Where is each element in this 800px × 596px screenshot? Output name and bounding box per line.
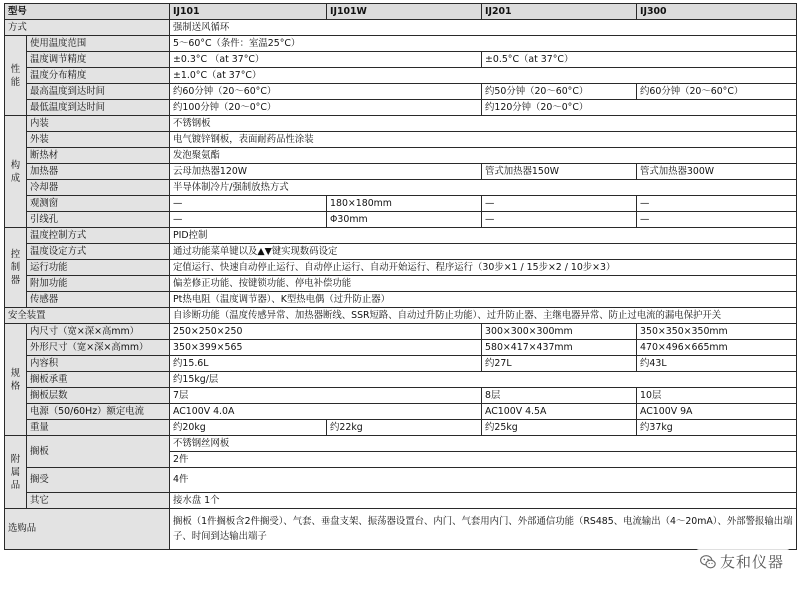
temp-setting-method-value: 通过功能菜单键以及▲▼键实现数码设定 [170, 244, 797, 260]
time-to-min-ij101: 约100分钟（20～0°C） [170, 100, 482, 116]
cooler-row [5, 180, 797, 196]
watermark-text: 友和仪器 [719, 553, 784, 571]
inner-size-row [5, 324, 797, 340]
method-row [5, 20, 797, 36]
outer-size-label: 外形尺寸（宽×深×高mm） [27, 340, 170, 356]
shelf-load-label: 搁板承重 [27, 372, 170, 388]
shelf-levels-ij101: 7层 [170, 388, 482, 404]
sensor-label: 传感器 [27, 292, 170, 308]
heater-ij300: 管式加热器300W [637, 164, 797, 180]
shelf-levels-ij300: 10层 [637, 388, 797, 404]
volume-ij101: 约15.6L [170, 356, 482, 372]
temp-control-accuracy-ij201: ±0.5°C（at 37°C） [482, 52, 797, 68]
shelf-load-value: 约15kg/层 [170, 372, 797, 388]
shelf-load-row [5, 372, 797, 388]
additional-row [5, 276, 797, 292]
time-to-min-row [5, 100, 797, 116]
time-to-min-ij201: 约120分钟（20～0°C） [482, 100, 797, 116]
construction-category: 构成 [5, 116, 27, 228]
operation-value: 定值运行、快速自动停止运行、自动停止运行、自动开始运行、程序运行（30步×1 / 15步×2 / 10步×3） [170, 260, 797, 276]
power-ij101: AC100V 4.0A [170, 404, 482, 420]
weight-row [5, 420, 797, 436]
cable-port-ij101: — [170, 212, 327, 228]
window-ij101w: 180×180mm [327, 196, 482, 212]
header-row [5, 4, 797, 20]
temp-control-accuracy-row [5, 52, 797, 68]
method-label: 方式 [5, 20, 170, 36]
heater-label: 加热器 [27, 164, 170, 180]
cable-port-row [5, 212, 797, 228]
temp-control-accuracy-label: 温度调节精度 [27, 52, 170, 68]
model-ij201: IJ201 [482, 4, 637, 20]
heater-ij101: 云母加热器120W [170, 164, 482, 180]
temp-distribution-label: 温度分布精度 [27, 68, 170, 84]
power-ij201: AC100V 4.5A [482, 404, 637, 420]
window-label: 观测窗 [27, 196, 170, 212]
additional-value: 偏差修正功能、按键锁功能、停电补偿功能 [170, 276, 797, 292]
temp-setting-method-row [5, 244, 797, 260]
safety-label: 安全装置 [5, 308, 170, 324]
controller-category: 控制器 [5, 228, 27, 308]
safety-row [5, 308, 797, 324]
time-to-max-ij101: 约60分钟（20～60°C） [170, 84, 482, 100]
power-row [5, 404, 797, 420]
window-ij201: — [482, 196, 637, 212]
time-to-max-row [5, 84, 797, 100]
shelf-label: 搁板 [27, 436, 170, 468]
accessories-category: 附属品 [5, 436, 27, 509]
operation-label: 运行功能 [27, 260, 170, 276]
shelf-support-value: 4件 [170, 468, 797, 493]
heater-row [5, 164, 797, 180]
use-temp-range-row [5, 36, 797, 52]
insulation-row [5, 148, 797, 164]
cooler-value: 半导体制冷片/强制放热方式 [170, 180, 797, 196]
weight-label: 重量 [27, 420, 170, 436]
options-label: 选购品 [5, 509, 170, 550]
shelf-row-1 [5, 436, 797, 452]
weight-ij101: 约20kg [170, 420, 327, 436]
interior-row [5, 116, 797, 132]
shelf-material: 不锈钢丝网板 [170, 436, 797, 452]
others-label: 其它 [27, 493, 170, 509]
safety-value: 自诊断功能（温度传感异常、加热器断线、SSR短路、自动过升防止功能）、过升防止器、主继电器异常、防止过电流的漏电保护开关 [170, 308, 797, 324]
temp-distribution-row [5, 68, 797, 84]
cable-port-ij101w: Φ30mm [327, 212, 482, 228]
window-row [5, 196, 797, 212]
temp-distribution-value: ±1.0°C（at 37°C） [170, 68, 797, 84]
weight-ij300: 约37kg [637, 420, 797, 436]
outer-size-ij300: 470×496×665mm [637, 340, 797, 356]
temp-setting-method-label: 温度设定方式 [27, 244, 170, 260]
model-ij101: IJ101 [170, 4, 327, 20]
time-to-max-label: 最高温度到达时间 [27, 84, 170, 100]
weight-ij101w: 约22kg [327, 420, 482, 436]
sensor-row [5, 292, 797, 308]
temp-control-accuracy-ij101: ±0.3°C （at 37°C） [170, 52, 482, 68]
model-label: 型号 [5, 4, 170, 20]
model-ij300: IJ300 [637, 4, 797, 20]
additional-label: 附加功能 [27, 276, 170, 292]
time-to-max-ij300: 约60分钟（20～60°C） [637, 84, 797, 100]
window-ij300: — [637, 196, 797, 212]
exterior-value: 电气镀锌钢板，表面耐药品性涂装 [170, 132, 797, 148]
shelf-count: 2件 [170, 452, 797, 468]
power-ij300: AC100V 9A [637, 404, 797, 420]
time-to-max-ij201: 约50分钟（20～60°C） [482, 84, 637, 100]
window-ij101: — [170, 196, 327, 212]
sensor-value: Pt热电阻（温度调节器）、K型热电偶（过升防止器） [170, 292, 797, 308]
others-row [5, 493, 797, 509]
use-temp-range-label: 使用温度范围 [27, 36, 170, 52]
inner-size-ij201: 300×300×300mm [482, 324, 637, 340]
cable-port-label: 引线孔 [27, 212, 170, 228]
others-value: 接水盘 1个 [170, 493, 797, 509]
temp-control-method-label: 温度控制方式 [27, 228, 170, 244]
spec-table [4, 3, 797, 550]
method-value: 强制送风循环 [170, 20, 797, 36]
inner-size-label: 内尺寸（宽×深×高mm） [27, 324, 170, 340]
weight-ij201: 约25kg [482, 420, 637, 436]
volume-label: 内容积 [27, 356, 170, 372]
exterior-row [5, 132, 797, 148]
shelf-levels-row [5, 388, 797, 404]
power-label: 电源（50/60Hz）额定电流 [27, 404, 170, 420]
temp-control-method-row [5, 228, 797, 244]
performance-category: 性能 [5, 36, 27, 116]
watermark [696, 549, 790, 574]
insulation-value: 发泡聚氨酯 [170, 148, 797, 164]
options-value: 搁板（1件搁板含2件搁受）、气套、垂盘支架、振荡器设置台、内门、气套用内门、外部通信功能（RS485、电流输出（4～20mA）、外部警报输出端子、时间到达输出端子 [170, 509, 797, 550]
exterior-label: 外装 [27, 132, 170, 148]
cable-port-ij201: — [482, 212, 637, 228]
insulation-label: 断热材 [27, 148, 170, 164]
volume-ij300: 约43L [637, 356, 797, 372]
operation-row [5, 260, 797, 276]
shelf-support-row [5, 468, 797, 493]
interior-value: 不锈钢板 [170, 116, 797, 132]
temp-control-method-value: PID控制 [170, 228, 797, 244]
shelf-levels-label: 搁板层数 [27, 388, 170, 404]
cooler-label: 冷却器 [27, 180, 170, 196]
shelf-support-label: 搁受 [27, 468, 170, 493]
wechat-logo-icon [700, 554, 716, 570]
specs-category: 规格 [5, 324, 27, 436]
volume-row [5, 356, 797, 372]
options-row [5, 509, 797, 550]
shelf-levels-ij201: 8层 [482, 388, 637, 404]
outer-size-ij201: 580×417×437mm [482, 340, 637, 356]
time-to-min-label: 最低温度到达时间 [27, 100, 170, 116]
outer-size-ij101: 350×399×565 [170, 340, 482, 356]
interior-label: 内装 [27, 116, 170, 132]
use-temp-range-value: 5～60°C（条件：室温25°C） [170, 36, 797, 52]
inner-size-ij101: 250×250×250 [170, 324, 482, 340]
volume-ij201: 约27L [482, 356, 637, 372]
inner-size-ij300: 350×350×350mm [637, 324, 797, 340]
heater-ij201: 管式加热器150W [482, 164, 637, 180]
model-ij101w: IJ101W [327, 4, 482, 20]
cable-port-ij300: — [637, 212, 797, 228]
outer-size-row [5, 340, 797, 356]
